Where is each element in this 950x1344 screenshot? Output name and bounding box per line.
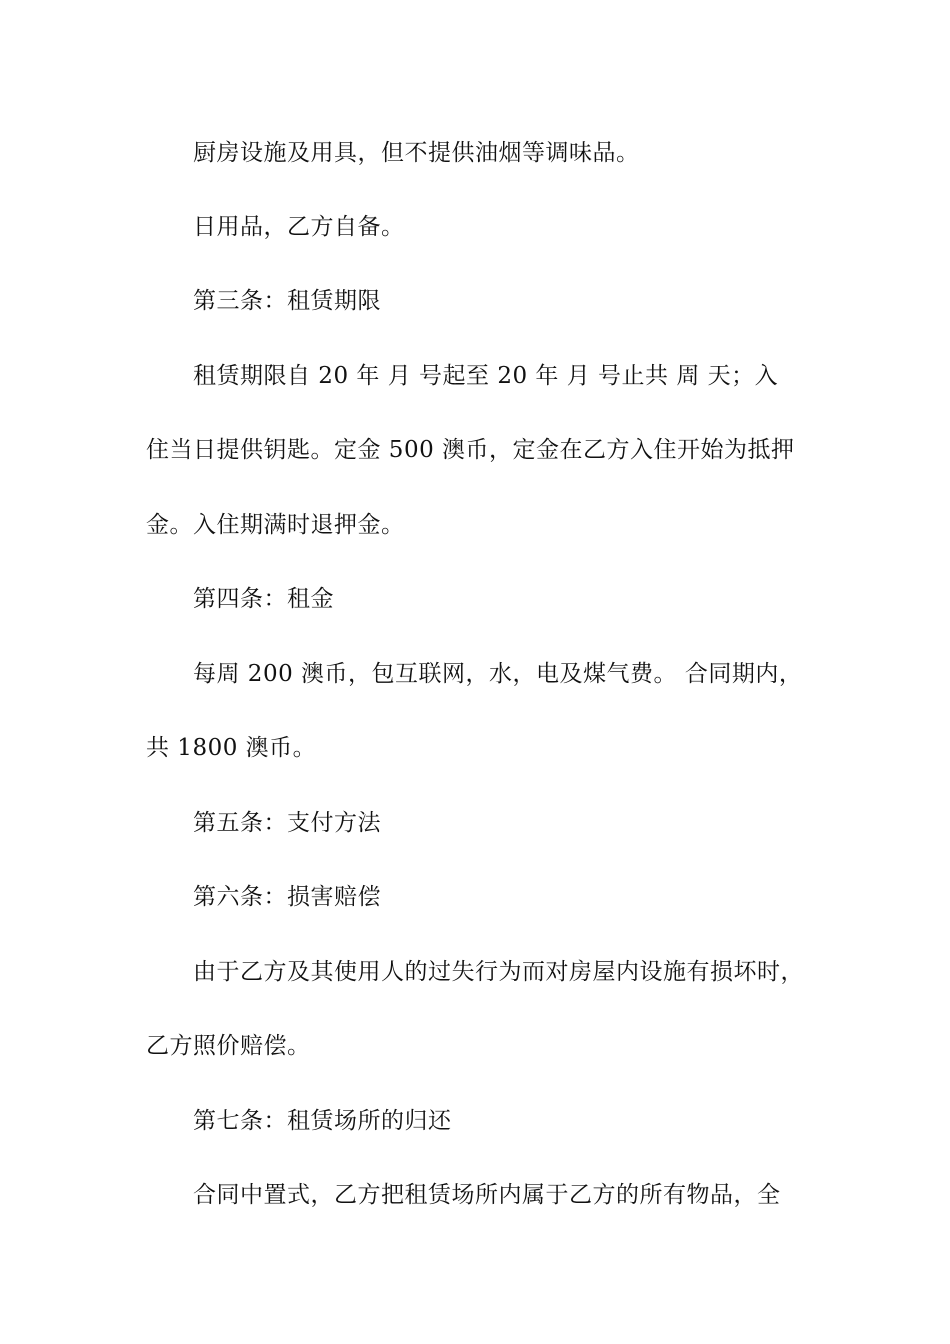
section-heading-article-4: 第四条：租金 (193, 586, 334, 612)
paragraph-line-total-rent: 共 1800 澳币。 (146, 735, 317, 761)
paragraph-line-daily-items: 日用品，乙方自备。 (193, 214, 405, 240)
section-heading-article-3: 第三条：租赁期限 (193, 288, 381, 314)
paragraph-line-compensation: 乙方照价赔偿。 (146, 1033, 311, 1059)
section-heading-article-5: 第五条：支付方法 (193, 810, 381, 836)
paragraph-line-return-premises: 合同中置式，乙方把租赁场所内属于乙方的所有物品，全 (193, 1182, 781, 1208)
paragraph-line-damage: 由于乙方及其使用人的过失行为而对房屋内设施有损坏时， (193, 959, 804, 985)
section-heading-article-7: 第七条：租赁场所的归还 (193, 1108, 452, 1134)
section-heading-article-6: 第六条：损害赔偿 (193, 884, 381, 910)
paragraph-line-weekly-rent: 每周 200 澳币，包互联网，水，电及煤气费。 合同期内， (193, 661, 803, 687)
paragraph-line-deposit-refund: 金。入住期满时退押金。 (146, 512, 405, 538)
paragraph-line-lease-period: 租赁期限自 20 年 月 号起至 20 年 月 号止共 周 天；入 (193, 363, 779, 389)
paragraph-line-kitchen-facilities: 厨房设施及用具，但不提供油烟等调味品。 (193, 140, 640, 166)
paragraph-line-deposit: 住当日提供钥匙。定金 500 澳币，定金在乙方入住开始为抵押 (146, 437, 795, 463)
